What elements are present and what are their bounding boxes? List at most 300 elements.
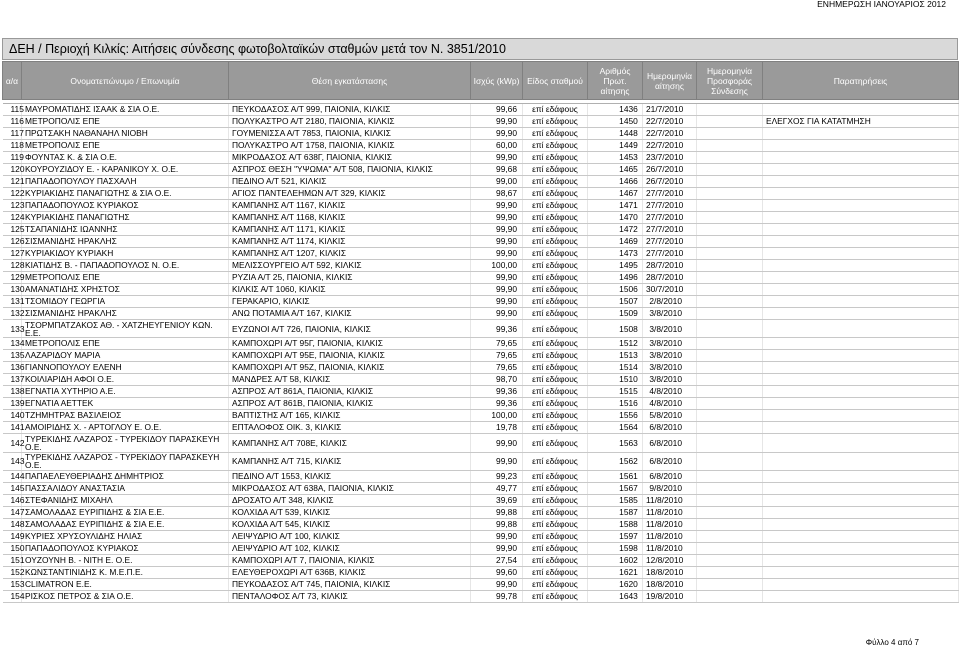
- row-power: 39,69: [471, 495, 523, 507]
- row-app-no: 1506: [588, 284, 643, 296]
- table-row: [3, 140, 959, 152]
- table-row: [3, 308, 959, 320]
- row-location: ΕΠΤΑΛΟΦΟΣ ΟΙΚ. 3, ΚΙΛΚΙΣ: [229, 422, 471, 434]
- row-name: ΜΕΤΡΟΠΟΛΙΣ ΕΠΕ: [22, 140, 229, 152]
- row-notes: [763, 296, 959, 308]
- table-row: [3, 591, 959, 603]
- row-app-date: 21/7/2010: [643, 104, 697, 116]
- row-notes: [763, 212, 959, 224]
- row-notes: [763, 398, 959, 410]
- row-name: ΚΥΡΙΕΣ ΧΡΥΣΟΥΛΙΔΗΣ ΗΛΙΑΣ: [22, 531, 229, 543]
- row-location: ΚΑΜΠΟΧΩΡΙ Α/Τ 95Ζ, ΠΑΙΟΝΙΑ, ΚΙΛΚΙΣ: [229, 362, 471, 374]
- row-app-date: 27/7/2010: [643, 236, 697, 248]
- row-offer-date: [697, 555, 763, 567]
- row-app-date: 11/8/2010: [643, 543, 697, 555]
- row-app-no: 1507: [588, 296, 643, 308]
- row-name: ΜΕΤΡΟΠΟΛΙΣ ΕΠΕ: [22, 338, 229, 350]
- table-row: [3, 338, 959, 350]
- row-name: ΦΟΥΝΤΑΣ Κ. & ΣΙΑ Ο.Ε.: [22, 152, 229, 164]
- row-app-no: 1588: [588, 519, 643, 531]
- table-row: [3, 200, 959, 212]
- table-row: [3, 224, 959, 236]
- row-num: 136: [3, 362, 22, 374]
- row-power: 79,65: [471, 362, 523, 374]
- row-offer-date: [697, 452, 763, 470]
- row-app-date: 11/8/2010: [643, 507, 697, 519]
- col-header-offer-date: Ημερομηνία Προσφοράς Σύνδεσης: [697, 62, 763, 100]
- row-num: 151: [3, 555, 22, 567]
- row-name: ΕΓΝΑΤΙΑ ΧΥΤΗΡΙΟ Α.Ε.: [22, 386, 229, 398]
- row-app-no: 1496: [588, 272, 643, 284]
- row-offer-date: [697, 471, 763, 483]
- row-type: επί εδάφους: [523, 591, 588, 603]
- row-num: 137: [3, 374, 22, 386]
- row-offer-date: [697, 591, 763, 603]
- table-row: [3, 483, 959, 495]
- row-location: ΑΓΙΟΣ ΠΑΝΤΕΛΕΗΜΩΝ Α/Τ 329, ΚΙΛΚΙΣ: [229, 188, 471, 200]
- row-app-no: 1563: [588, 434, 643, 452]
- col-header-app-date: Ημερομηνία αίτησης: [643, 62, 697, 100]
- row-app-date: 27/7/2010: [643, 212, 697, 224]
- row-location: ΠΕΥΚΟΔΑΣΟΣ Α/Τ 745, ΠΑΙΟΝΙΑ, ΚΙΛΚΙΣ: [229, 579, 471, 591]
- row-power: 100,00: [471, 260, 523, 272]
- row-location: ΠΕΝΤΑΛΟΦΟΣ Α/Τ 73, ΚΙΛΚΙΣ: [229, 591, 471, 603]
- row-app-date: 3/8/2010: [643, 338, 697, 350]
- row-location: ΠΕΔΙΝΟ Α/Τ 521, ΚΙΛΚΙΣ: [229, 176, 471, 188]
- row-num: 142: [3, 434, 22, 452]
- row-name: ΤΣΟΜΙΔΟΥ ΓΕΩΡΓΙΑ: [22, 296, 229, 308]
- row-location: ΠΟΛΥΚΑΣΤΡΟ Α/Τ 1758, ΠΑΙΟΝΙΑ, ΚΙΛΚΙΣ: [229, 140, 471, 152]
- row-name: ΓΙΑΝΝΟΠΟΥΛΟΥ ΕΛΕΝΗ: [22, 362, 229, 374]
- table-row: [3, 531, 959, 543]
- row-num: 123: [3, 200, 22, 212]
- row-offer-date: [697, 543, 763, 555]
- row-app-no: 1469: [588, 236, 643, 248]
- row-app-no: 1449: [588, 140, 643, 152]
- row-type: επί εδάφους: [523, 200, 588, 212]
- row-offer-date: [697, 531, 763, 543]
- row-name: ΑΜΟΙΡΙΔΗΣ Χ. - ΑΡΤΟΓΛΟΥ Ε. Ο.Ε.: [22, 422, 229, 434]
- row-num: 120: [3, 164, 22, 176]
- row-app-date: 26/7/2010: [643, 164, 697, 176]
- row-offer-date: [697, 212, 763, 224]
- row-power: 99,88: [471, 519, 523, 531]
- row-name: ΤΣΑΠΑΝΙΔΗΣ ΙΩΑΝΝΗΣ: [22, 224, 229, 236]
- row-num: 117: [3, 128, 22, 140]
- row-offer-date: [697, 128, 763, 140]
- table-row: [3, 507, 959, 519]
- row-app-no: 1620: [588, 579, 643, 591]
- row-type: επί εδάφους: [523, 152, 588, 164]
- row-type: επί εδάφους: [523, 128, 588, 140]
- row-offer-date: [697, 567, 763, 579]
- row-location: ΕΛΕΥΘΕΡΟΧΩΡΙ Α/Τ 636Β, ΚΙΛΚΙΣ: [229, 567, 471, 579]
- row-power: 49,77: [471, 483, 523, 495]
- row-offer-date: [697, 140, 763, 152]
- row-app-date: 11/8/2010: [643, 531, 697, 543]
- row-name: ΚΙΑΤΙΔΗΣ Β. - ΠΑΠΑΔΟΠΟΥΛΟΣ Ν. Ο.Ε.: [22, 260, 229, 272]
- row-app-date: 18/8/2010: [643, 567, 697, 579]
- row-num: 115: [3, 104, 22, 116]
- row-type: επί εδάφους: [523, 248, 588, 260]
- row-power: 100,00: [471, 410, 523, 422]
- row-num: 146: [3, 495, 22, 507]
- row-type: επί εδάφους: [523, 567, 588, 579]
- row-location: ΡΥΖΙΑ Α/Τ 25, ΠΑΙΟΝΙΑ, ΚΙΛΚΙΣ: [229, 272, 471, 284]
- row-location: ΕΥΖΩΝΟΙ Α/Τ 726, ΠΑΙΟΝΙΑ, ΚΙΛΚΙΣ: [229, 320, 471, 338]
- row-num: 126: [3, 236, 22, 248]
- row-app-date: 4/8/2010: [643, 398, 697, 410]
- row-notes: [763, 236, 959, 248]
- row-type: επί εδάφους: [523, 555, 588, 567]
- table-row: [3, 519, 959, 531]
- row-location: ΚΑΜΠΑΝΗΣ Α/Τ 708Ε, ΚΙΛΚΙΣ: [229, 434, 471, 452]
- row-offer-date: [697, 224, 763, 236]
- row-offer-date: [697, 362, 763, 374]
- row-offer-date: [697, 507, 763, 519]
- row-notes: [763, 555, 959, 567]
- row-notes: [763, 140, 959, 152]
- row-notes: [763, 338, 959, 350]
- row-power: 99,36: [471, 398, 523, 410]
- row-num: 119: [3, 152, 22, 164]
- table-row: [3, 434, 959, 452]
- row-type: επί εδάφους: [523, 236, 588, 248]
- row-name: ΚΟΙΛΙΑΡΙΔΗ ΑΦΟΙ Ο.Ε.: [22, 374, 229, 386]
- row-offer-date: [697, 398, 763, 410]
- row-location: ΑΣΠΡΟΣ ΘΕΣΗ "ΥΨΩΜΑ" Α/Τ 508, ΠΑΙΟΝΙΑ, ΚΙΛΚΙΣ: [229, 164, 471, 176]
- row-power: 99,90: [471, 116, 523, 128]
- row-type: επί εδάφους: [523, 296, 588, 308]
- row-app-no: 1509: [588, 308, 643, 320]
- row-power: 19,78: [471, 422, 523, 434]
- row-num: 135: [3, 350, 22, 362]
- row-notes: [763, 272, 959, 284]
- row-power: 99,90: [471, 128, 523, 140]
- row-name: ΜΕΤΡΟΠΟΛΙΣ ΕΠΕ: [22, 272, 229, 284]
- row-type: επί εδάφους: [523, 320, 588, 338]
- row-name: ΠΑΠΑΔΟΠΟΥΛΟΣ ΚΥΡΙΑΚΟΣ: [22, 543, 229, 555]
- row-app-date: 28/7/2010: [643, 272, 697, 284]
- row-app-no: 1585: [588, 495, 643, 507]
- row-power: 99,90: [471, 579, 523, 591]
- table-row: [3, 362, 959, 374]
- table-header-row: [3, 62, 959, 100]
- row-app-date: 6/8/2010: [643, 471, 697, 483]
- row-name: ΕΓΝΑΤΙΑ ΑΕΤΤΕΚ: [22, 398, 229, 410]
- row-power: 27,54: [471, 555, 523, 567]
- table-row: [3, 495, 959, 507]
- row-type: επί εδάφους: [523, 104, 588, 116]
- row-notes: [763, 519, 959, 531]
- row-app-no: 1508: [588, 320, 643, 338]
- row-name: ΠΑΠΑΕΛΕΥΘΕΡΙΑΔΗΣ ΔΗΜΗΤΡΙΟΣ: [22, 471, 229, 483]
- row-app-date: 6/8/2010: [643, 434, 697, 452]
- row-location: ΚΑΜΠΟΧΩΡΙ Α/Τ 7, ΠΑΙΟΝΙΑ, ΚΙΛΚΙΣ: [229, 555, 471, 567]
- row-power: 99,78: [471, 591, 523, 603]
- row-location: ΚΟΛΧΙΔΑ Α/Τ 545, ΚΙΛΚΙΣ: [229, 519, 471, 531]
- row-app-date: 19/8/2010: [643, 591, 697, 603]
- row-app-no: 1450: [588, 116, 643, 128]
- row-app-no: 1564: [588, 422, 643, 434]
- row-notes: [763, 374, 959, 386]
- row-notes: [763, 128, 959, 140]
- row-app-no: 1556: [588, 410, 643, 422]
- table-row: [3, 236, 959, 248]
- row-type: επί εδάφους: [523, 531, 588, 543]
- row-offer-date: [697, 386, 763, 398]
- row-location: ΛΕΙΨΥΔΡΙΟ Α/Τ 100, ΚΙΛΚΙΣ: [229, 531, 471, 543]
- table-row: [3, 422, 959, 434]
- row-app-date: 3/8/2010: [643, 320, 697, 338]
- row-num: 143: [3, 452, 22, 470]
- row-power: 79,65: [471, 350, 523, 362]
- row-location: ΚΑΜΠΑΝΗΣ Α/Τ 1167, ΚΙΛΚΙΣ: [229, 200, 471, 212]
- table-row: [3, 164, 959, 176]
- row-notes: [763, 531, 959, 543]
- row-notes: [763, 308, 959, 320]
- row-offer-date: [697, 422, 763, 434]
- row-type: επί εδάφους: [523, 164, 588, 176]
- row-offer-date: [697, 483, 763, 495]
- row-app-date: 11/8/2010: [643, 495, 697, 507]
- row-app-no: 1643: [588, 591, 643, 603]
- row-app-date: 27/7/2010: [643, 248, 697, 260]
- row-offer-date: [697, 296, 763, 308]
- table-row: [3, 374, 959, 386]
- row-location: ΜΙΚΡΟΔΑΣΟΣ Α/Τ 638Α, ΠΑΙΟΝΙΑ, ΚΙΛΚΙΣ: [229, 483, 471, 495]
- table-row: [3, 350, 959, 362]
- row-power: 98,67: [471, 188, 523, 200]
- row-power: 99,90: [471, 284, 523, 296]
- row-notes: [763, 434, 959, 452]
- table-row: [3, 176, 959, 188]
- row-app-no: 1467: [588, 188, 643, 200]
- row-name: ΜΑΥΡΟΜΑΤΙΔΗΣ ΙΣΑΑΚ & ΣΙΑ Ο.Ε.: [22, 104, 229, 116]
- row-num: 129: [3, 272, 22, 284]
- row-name: ΤΥΡΕΚΙΔΗΣ ΛΑΖΑΡΟΣ - ΤΥΡΕΚΙΔΟΥ ΠΑΡΑΣΚΕΥΗ Ο.Ε.: [22, 452, 229, 470]
- row-power: 99,90: [471, 296, 523, 308]
- row-notes: [763, 579, 959, 591]
- row-location: ΚΑΜΠΑΝΗΣ Α/Τ 1174, ΚΙΛΚΙΣ: [229, 236, 471, 248]
- row-name: ΣΤΕΦΑΝΙΔΗΣ ΜΙΧΑΗΛ: [22, 495, 229, 507]
- row-notes: [763, 248, 959, 260]
- row-type: επί εδάφους: [523, 434, 588, 452]
- row-notes: [763, 320, 959, 338]
- row-location: ΠΕΥΚΟΔΑΣΟΣ Α/Τ 999, ΠΑΙΟΝΙΑ, ΚΙΛΚΙΣ: [229, 104, 471, 116]
- row-app-date: 9/8/2010: [643, 483, 697, 495]
- row-power: 99,68: [471, 164, 523, 176]
- row-num: 139: [3, 398, 22, 410]
- row-type: επί εδάφους: [523, 362, 588, 374]
- row-offer-date: [697, 116, 763, 128]
- row-app-no: 1514: [588, 362, 643, 374]
- row-type: επί εδάφους: [523, 308, 588, 320]
- row-name: ΚΥΡΙΑΚΙΔΗΣ ΠΑΝΑΓΙΩΤΗΣ & ΣΙΑ Ο.Ε.: [22, 188, 229, 200]
- row-offer-date: [697, 434, 763, 452]
- row-power: 99,88: [471, 507, 523, 519]
- row-app-date: 22/7/2010: [643, 116, 697, 128]
- row-power: 99,36: [471, 386, 523, 398]
- row-location: ΚΑΜΠΑΝΗΣ Α/Τ 715, ΚΙΛΚΙΣ: [229, 452, 471, 470]
- row-app-date: 3/8/2010: [643, 308, 697, 320]
- row-num: 127: [3, 248, 22, 260]
- row-notes: [763, 152, 959, 164]
- row-notes: [763, 507, 959, 519]
- row-name: ΚΩΝΣΤΑΝΤΙΝΙΔΗΣ Κ. Μ.Ε.Π.Ε.: [22, 567, 229, 579]
- row-notes: [763, 495, 959, 507]
- row-num: 125: [3, 224, 22, 236]
- row-app-no: 1513: [588, 350, 643, 362]
- row-location: ΠΕΔΙΝΟ Α/Τ 1553, ΚΙΛΚΙΣ: [229, 471, 471, 483]
- table-row: [3, 260, 959, 272]
- row-type: επί εδάφους: [523, 350, 588, 362]
- row-num: 132: [3, 308, 22, 320]
- row-offer-date: [697, 350, 763, 362]
- row-num: 152: [3, 567, 22, 579]
- row-offer-date: [697, 519, 763, 531]
- row-name: CLIMATRON Ε.Ε.: [22, 579, 229, 591]
- row-name: ΣΑΜΟΛΑΔΑΣ ΕΥΡΙΠΙΔΗΣ & ΣΙΑ Ε.Ε.: [22, 507, 229, 519]
- row-power: 98,70: [471, 374, 523, 386]
- row-notes: [763, 422, 959, 434]
- row-type: επί εδάφους: [523, 543, 588, 555]
- row-offer-date: [697, 579, 763, 591]
- row-name: ΜΕΤΡΟΠΟΛΙΣ ΕΠΕ: [22, 116, 229, 128]
- row-notes: [763, 591, 959, 603]
- row-name: ΡΙΣΚΟΣ ΠΕΤΡΟΣ & ΣΙΑ Ο.Ε.: [22, 591, 229, 603]
- row-notes: [763, 164, 959, 176]
- row-notes: [763, 284, 959, 296]
- table-row: [3, 248, 959, 260]
- row-name: ΑΜΑΝΑΤΙΔΗΣ ΧΡΗΣΤΟΣ: [22, 284, 229, 296]
- row-notes: [763, 362, 959, 374]
- row-num: 134: [3, 338, 22, 350]
- row-app-no: 1448: [588, 128, 643, 140]
- row-app-no: 1466: [588, 176, 643, 188]
- row-num: 130: [3, 284, 22, 296]
- row-offer-date: [697, 164, 763, 176]
- row-notes: [763, 104, 959, 116]
- row-type: επί εδάφους: [523, 398, 588, 410]
- row-app-date: 27/7/2010: [643, 188, 697, 200]
- row-app-no: 1510: [588, 374, 643, 386]
- row-type: επί εδάφους: [523, 260, 588, 272]
- row-offer-date: [697, 308, 763, 320]
- table-row: [3, 296, 959, 308]
- row-notes: [763, 260, 959, 272]
- table-row: [3, 567, 959, 579]
- row-power: 99,90: [471, 531, 523, 543]
- row-name: ΠΑΠΑΔΟΠΟΥΛΟΥ ΠΑΣΧΑΛΗ: [22, 176, 229, 188]
- row-power: 99,00: [471, 176, 523, 188]
- row-type: επί εδάφους: [523, 188, 588, 200]
- row-location: ΛΕΙΨΥΔΡΙΟ Α/Τ 102, ΚΙΛΚΙΣ: [229, 543, 471, 555]
- row-app-no: 1473: [588, 248, 643, 260]
- row-num: 148: [3, 519, 22, 531]
- row-type: επί εδάφους: [523, 471, 588, 483]
- table-row: [3, 452, 959, 470]
- col-header-app-no: Αριθμός Πρωτ. αίτησης: [588, 62, 643, 100]
- row-type: επί εδάφους: [523, 374, 588, 386]
- row-num: 141: [3, 422, 22, 434]
- row-notes: [763, 543, 959, 555]
- row-notes: [763, 483, 959, 495]
- row-type: επί εδάφους: [523, 272, 588, 284]
- row-power: 99,90: [471, 212, 523, 224]
- row-app-no: 1562: [588, 452, 643, 470]
- row-app-no: 1597: [588, 531, 643, 543]
- row-app-no: 1471: [588, 200, 643, 212]
- row-type: επί εδάφους: [523, 140, 588, 152]
- row-location: ΚΑΜΠΟΧΩΡΙ Α/Τ 95Ε, ΠΑΙΟΝΙΑ, ΚΙΛΚΙΣ: [229, 350, 471, 362]
- row-app-no: 1621: [588, 567, 643, 579]
- row-name: ΛΑΖΑΡΙΔΟΥ ΜΑΡΙΑ: [22, 350, 229, 362]
- table-row: [3, 398, 959, 410]
- row-notes: [763, 350, 959, 362]
- row-location: ΑΝΩ ΠΟΤΑΜΙΑ Α/Τ 167, ΚΙΛΚΙΣ: [229, 308, 471, 320]
- table-row: [3, 212, 959, 224]
- row-power: 99,36: [471, 320, 523, 338]
- table-row: [3, 116, 959, 128]
- row-app-no: 1598: [588, 543, 643, 555]
- row-name: ΚΥΡΙΑΚΙΔΗΣ ΠΑΝΑΓΙΩΤΗΣ: [22, 212, 229, 224]
- row-num: 124: [3, 212, 22, 224]
- row-offer-date: [697, 200, 763, 212]
- col-header-type: Είδος σταθμού: [523, 62, 588, 100]
- row-type: επί εδάφους: [523, 483, 588, 495]
- row-location: ΚΑΜΠΑΝΗΣ Α/Τ 1168, ΚΙΛΚΙΣ: [229, 212, 471, 224]
- table-row: [3, 284, 959, 296]
- row-type: επί εδάφους: [523, 212, 588, 224]
- row-power: 99,90: [471, 452, 523, 470]
- row-location: ΒΑΠΤΙΣΤΗΣ Α/Τ 165, ΚΙΛΚΙΣ: [229, 410, 471, 422]
- row-location: ΔΡΟΣΑΤΟ Α/Τ 348, ΚΙΛΚΙΣ: [229, 495, 471, 507]
- row-power: 99,90: [471, 236, 523, 248]
- row-name: ΤΥΡΕΚΙΔΗΣ ΛΑΖΑΡΟΣ - ΤΥΡΕΚΙΔΟΥ ΠΑΡΑΣΚΕΥΗ Ο.Ε.: [22, 434, 229, 452]
- update-note: ΕΝΗΜΕΡΩΣΗ ΙΑΝΟΥΑΡΙΟΣ 2012: [817, 0, 946, 9]
- row-notes: [763, 200, 959, 212]
- row-num: 149: [3, 531, 22, 543]
- row-offer-date: [697, 152, 763, 164]
- row-location: ΚΑΜΠΑΝΗΣ Α/Τ 1171, ΚΙΛΚΙΣ: [229, 224, 471, 236]
- row-notes: [763, 188, 959, 200]
- table-row: [3, 320, 959, 338]
- row-notes: [763, 224, 959, 236]
- row-type: επί εδάφους: [523, 224, 588, 236]
- row-num: 140: [3, 410, 22, 422]
- row-app-date: 27/7/2010: [643, 224, 697, 236]
- col-header-notes: Παρατηρήσεις: [763, 62, 959, 100]
- row-offer-date: [697, 374, 763, 386]
- applications-table: [2, 61, 959, 603]
- table-row: [3, 272, 959, 284]
- row-app-date: 3/8/2010: [643, 350, 697, 362]
- row-location: ΚΑΜΠΟΧΩΡΙ Α/Τ 95Γ, ΠΑΙΟΝΙΑ, ΚΙΛΚΙΣ: [229, 338, 471, 350]
- row-name: ΚΟΥΡΟΥΖΙΔΟΥ Ε. - ΚΑΡΑΝΙΚΟΥ Χ. Ο.Ε.: [22, 164, 229, 176]
- row-power: 99,90: [471, 272, 523, 284]
- row-type: επί εδάφους: [523, 579, 588, 591]
- row-num: 138: [3, 386, 22, 398]
- row-type: επί εδάφους: [523, 410, 588, 422]
- row-type: επί εδάφους: [523, 507, 588, 519]
- row-name: ΟΥΖΟΥΝΗ Β. - ΝΙΤΗ Ε. Ο.Ε.: [22, 555, 229, 567]
- row-app-no: 1495: [588, 260, 643, 272]
- row-location: ΚΑΜΠΑΝΗΣ Α/Τ 1207, ΚΙΛΚΙΣ: [229, 248, 471, 260]
- table-row: [3, 543, 959, 555]
- row-app-no: 1512: [588, 338, 643, 350]
- row-location: ΜΕΛΙΣΣΟΥΡΓΕΙΟ Α/Τ 592, ΚΙΛΚΙΣ: [229, 260, 471, 272]
